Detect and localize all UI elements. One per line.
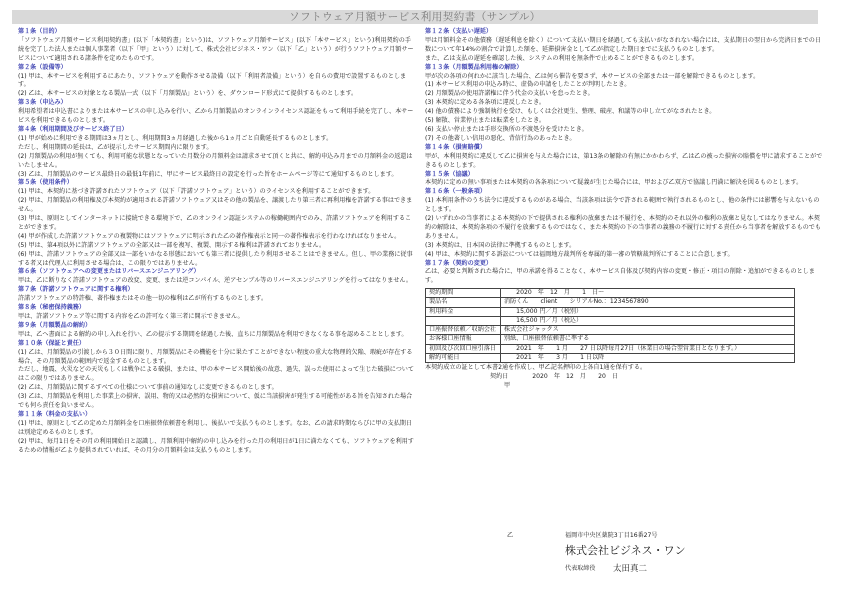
clause-paragraph: 甲は、許諾ソフトウェア等に関する内容を乙の許可なく第三者に開示できません。 [18,313,244,320]
clause-heading: 第２条（設備等） [18,63,67,71]
clause-paragraph: 甲は月額料金その他債務（遅延利息を除く）について支払い期日を経過しても支払いがなされない場合には、支払期日の翌日から完済日までの日数について年14%の割合で計算した額を、延滞損害金として乙が指定した期日までに支払うものとします。 [425,36,821,53]
table-label-cell: 契約期間 [426,289,501,298]
contract-date-value: 2020 年 12 月 20 日 [532,372,619,380]
clause-paragraph: (1) 本サービス利用の申込み時に、虚偽の申請をしたことが判明したとき。 [425,81,631,89]
table-label-cell: お客様口座情報 [426,335,501,344]
table-label-cell [426,316,501,325]
clause-heading: 第１４条（損害賠償） [425,143,486,151]
clause-heading: 第１２条（支払い遅延） [425,28,493,35]
clause-heading: 第１１条（料金の支払い） [18,410,92,418]
table-value-cell: 15,000 円／月（税別） [501,307,795,316]
clause-paragraph: (1) 甲は、本サービスを利用するにあたり、ソフトウェアを動作させる設備（以下「利用者設備」という）を自らの費用で設置するものとします。 [18,72,407,89]
table-row [426,344,795,353]
closing-statement: 本契約成立の証として本書2通を作成し、甲乙記名押印の上各自1通を保有する。 [425,363,647,371]
left-column [18,28,415,456]
clause-heading: 第３条（申込み） [18,99,67,107]
table-value-cell: 2021 年 1 月 27 日以降毎月27日（休業日の場合翌営業日となります。） [501,344,795,353]
contract-date-line [425,373,825,382]
contract-info-table [425,288,795,363]
table-row [426,289,795,298]
right-clauses [425,28,825,286]
clause-paragraph: (3) 本契約に定める各条項に違反したとき。 [425,99,546,107]
clause-paragraph: (3) 乙は、月額製品を利用した事業上の損害、誤用、物的又は必然的な損害について、仮に当該損害が発生する可能性がある旨を告知された場合でも何ら責任を負いません。 [18,393,413,410]
clause-heading: 第４条（利用期間及びサービス終了日） [18,125,128,133]
clause-paragraph: (5) 甲は、第4項以外に許諾ソフトウェアの全部又は一部を複写、複製、開示する権利は許諾されておりません。 [18,241,326,249]
clause-paragraph: (2) 月額製品の利用が無くても、利用可能な状態となっていた月数分の月額料金は請求させて頂くと共に、解約申込み月までの月額料金の返還はいたしません。 [18,152,413,169]
clause-paragraph: (5) 解散、営業停止または転業をしたとき。 [425,117,546,125]
table-row [426,353,795,362]
clause-paragraph: (4) 甲が作成した許諾ソフトウェアの複製物にはソフトウェアに明示された乙の著作権表示と同一の著作権表示を行わなければなりません。 [18,232,401,240]
table-value-cell: 株式会社ジャックス [501,326,795,335]
clause-paragraph: (1) 甲は、原則として乙の定めた月額料金を口座振替依頼書を利用し、後払いで支払うものとします。なお、乙の請求時期ならびに甲の支払期日は別途定めるものとします。 [18,419,412,436]
clause-paragraph: (2) いずれかの当事者による本契約の下で提供される権利の放棄または不履行を、本契約のそれ以外の権利の放棄と見なしてはなりません。本契約の解除は、本契約条項の不履行を放棄するものではなく、また本契約の下の当事者の義務の不履行に対する責任から当事者を解放するものでもありません。 [425,215,821,240]
representative-name: 太田真二 [613,564,648,574]
document-title: ソフトウェア月額サービス利用契約書（サンプル） [12,10,818,24]
party-a-label: 甲 [504,381,511,389]
representative-title: 代表取締役 [565,565,596,572]
clause-heading: 第１７条（契約の変更） [425,259,493,267]
table-row [426,335,795,344]
clause-paragraph: また、乙は支払の遅延を確認した後、システムの利用を無条件で止めることができるものとします。 [425,54,699,62]
clause-paragraph: (3) 本契約は、日本国の法律に準拠するものとします。 [425,241,576,249]
clause-paragraph: 「ソフトウェア月額サービス利用契約書」(以下「本契約書」という)は、ソフトウェア月額サービス」(以下「本サービス」という)利用契約の手続を完了した法人または個人事業者（以下「甲」という）に対して、株式会社ビジネス・ワン（以下「乙」という）が行うソフトウェア月額サービスについて適用される諸条件を定めたものです。 [18,36,414,62]
clause-paragraph: 甲は、乙に断りなく許諾ソフトウェアの改変、変更、または逆コンパイル、逆アセンブル等のリバースエンジニアリングを行ってはなりません。 [18,277,412,285]
clause-heading: 第１３条（月額製品利用権の解除） [425,63,523,71]
table-label-cell: 製品名 [426,298,501,307]
table-label-cell: 初回及び次回口座引落日 [426,344,501,353]
clause-paragraph: (1) 甲が始めに利用できる期間は3ヵ月とし、利用期間3ヵ月経過した後から1ヵ月ごと自動延長するものとします。 [18,134,333,142]
company-address: 福岡市中央区薬院3丁目16番27号 [565,532,658,539]
clause-paragraph: 甲が次の各項の何れかに該当した場合、乙は何ら催告を要さず、本サービスの全部または一部を解除できるものとします。 [425,72,760,80]
clause-heading: 第９条（月額製品の解約） [18,321,92,329]
clause-paragraph: ただし、利用期間の延長は、乙が提示したサービス期間内に限ります。 [18,143,213,151]
clause-paragraph: 甲は、乙へ書面による解約の申し入れを行い、乙の提示する期間を経過した後、直ちに月額製品を利用できなくなる事を認めることとします。 [18,330,408,338]
clause-paragraph: (4) 甲は、本契約に関する訴訟については福岡地方裁判所を専属的第一審の管轄裁判所にすることに合意します。 [425,250,734,258]
right-column [425,28,825,391]
clause-paragraph: (2) 甲は、月額製品の利用権及び本契約が適用される許諾ソフトウェア又はその他の製品を、譲渡したり第三者に再利用権を許諾する事はできません。 [18,197,413,214]
clause-paragraph: 利用希望者は申込書によりまたは本サービスの申し込みを行い、乙から月額製品のオンラインライセンス認証をもって利用手続を完了し、本サービスを利用できるものとします。 [18,108,414,125]
clause-paragraph: (6) 支払い停止または手形交換所の不渡処分を受けたとき。 [425,125,588,133]
table-row [426,307,795,316]
clause-heading: 第１６条（一般条項） [425,188,486,196]
clause-paragraph: (3) 乙は、月額製品のサービス最終日の最低1年前に、甲にサービス最終日の設定を行った旨をホームページ等にて通知するものとします。 [18,170,398,178]
clause-heading: 第６条（ソフトウェアへの変更またはリバースエンジニアリング） [18,268,200,276]
clause-heading: 第１５条（協議） [425,170,474,178]
table-row [426,316,795,325]
clause-paragraph: (4) 他の債務により強制執行を受け、もしくは会社更生、整理、破産、和議等の申し立てがなされたとき。 [425,108,716,116]
clause-paragraph: (1) 本利用条件のうち法令に違反するものがある場合、当該条項は法令で許される範囲で執行されるものとし、他の条件には影響を与えないものとします。 [425,197,820,214]
company-name: 株式会社ビジネス・ワン [565,544,686,557]
table-value-cell: 16,500 円／月（税込） [501,316,795,325]
clause-paragraph: (2) 乙は、本サービスの対象となる製品一式（以下「月額製品」という）を、ダウンロード形式にて提供するものとします。 [18,90,358,98]
table-row [426,298,795,307]
clause-paragraph: (1) 乙は、月額製品の引渡しから３０日間に限り、月額製品にその機能を十分に果たすことができない程度の重大な物理的欠陥、瑕疵が存在する場合、その月額製品の範囲内で返金するものとします。 [18,348,413,365]
clause-heading: 第１０条（保証と責任） [18,339,86,347]
clause-paragraph: 許諾ソフトウェアの特許権、著作権またはその他一切の権利は乙が所有するものとします。 [18,295,268,303]
clause-paragraph: (2) 乙は、月額製品に関するすべての仕様について事前の通知なしに変更できるものとします。 [18,384,278,392]
clause-paragraph: (1) 甲は、本契約に基づき許諾されたソフトウェア（以下「許諾ソフトウェア」という）のライセンスを利用することができます。 [18,188,375,196]
table-value-cell: 消防くん client シリアルNo.：1234567890 [501,298,795,307]
clause-paragraph: 本契約に定めの無い事項または本契約の各条項について疑義が生じた場合には、甲および乙双方で協議し円満に解決を図るものとします。 [425,179,803,187]
table-label-cell: 口座振替依頼／収納会社 [426,326,501,335]
clause-heading: 第５条（使用条件） [18,179,73,187]
clause-heading: 第１条（目的） [18,28,61,35]
table-row [426,326,795,335]
table-label-cell: 解約可能日 [426,353,501,362]
table-label-cell: 利用料金 [426,307,501,316]
contract-date-label: 契約日 [490,372,509,380]
clause-paragraph: (7) その他著しい信用の悪化、背信行為のあったとき。 [425,134,576,142]
party-b-label: 乙 [507,532,514,539]
table-value-cell: 2021 年 3 月 1 日以降 [501,353,795,362]
clause-heading: 第７条（許諾ソフトウェアに関する権利） [18,286,134,294]
clause-paragraph: 甲が、本利用契約に違反して乙に損害を与えた場合には、第13条の解除の有無にかかわらず、乙は乙の被った損害の賠償を甲に請求することができるものとします。 [425,152,823,169]
table-value-cell: 2020 年 12 月 1 日～ [501,289,795,298]
clause-paragraph: 乙は、必要と判断された場合に、甲の承諾を得ることなく、本サービス自体及び契約内容の変更・修正・項目の削除・追加ができるものとします。 [425,268,815,285]
clause-heading: 第８条（秘密保持義務） [18,304,86,312]
clause-paragraph: (3) 甲は、原則としてインターネットに接続できる環境下で、乙のオンライン認証システムの稼働範囲内でのみ、許諾ソフトウェアを利用することができます。 [18,215,412,231]
clause-paragraph: ただし、地震、火災などの天災もしくは戦争による破損、または、甲の本サービス開始後の故意、過失、誤った使用によって生じた破損についてはこの限りではありません。 [18,366,414,383]
clause-paragraph: (6) 甲は、許諾ソフトウェアの全部又は一部をいかなる形態においても第三者に提供したり利用させることはできません。但し、甲の業務に従事する者又は代理人に利用させる場合は、この限りではありません。 [18,250,413,267]
table-value-cell: 別紙、口座振替依頼書に準ずる [501,335,795,344]
clause-paragraph: (2) 甲は、毎月1日をその月の利用開始日と認識し、月額利用中解約の申し込みを行った月の利用日が1日に満たなくても、ソフトウェアを利用するための情報が乙より提供されていれば、その月分の月額料金は支払うものとします。 [18,437,414,454]
clause-paragraph: (2) 月額製品の使用許諾権に伴う代金の支払いを怠ったとき。 [425,90,594,98]
